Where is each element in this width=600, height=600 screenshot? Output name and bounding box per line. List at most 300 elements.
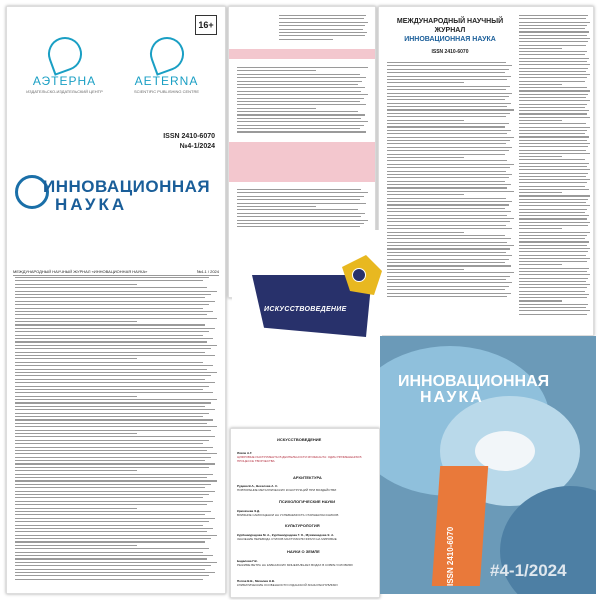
text-line xyxy=(15,406,205,407)
journal-title-line2: ИННОВАЦИОННАЯ НАУКА xyxy=(404,36,496,43)
text-line xyxy=(237,77,366,78)
text-line xyxy=(237,220,368,221)
text-line xyxy=(15,521,209,522)
text-line xyxy=(15,504,207,505)
text-line xyxy=(387,215,507,216)
text-line xyxy=(519,159,585,160)
text-line xyxy=(519,199,588,200)
text-line xyxy=(15,382,215,383)
journal-title-line1: МЕЖДУНАРОДНЫЙ НАУЧНЫЙ ЖУРНАЛ xyxy=(396,18,504,34)
text-line xyxy=(15,287,207,288)
text-line xyxy=(519,110,589,111)
cover-issue-number: #4-1/2024 xyxy=(490,561,567,580)
text-line xyxy=(15,402,211,403)
text-line xyxy=(15,558,207,559)
text-line xyxy=(519,127,590,128)
text-line xyxy=(15,467,209,468)
table-of-contents-page xyxy=(230,428,380,598)
text-line xyxy=(15,460,205,461)
text-line xyxy=(387,150,509,151)
toc-section-heading: НАУКИ О ЗЕМЛЕ xyxy=(287,549,320,554)
text-line xyxy=(15,369,207,370)
text-line xyxy=(519,120,562,121)
text-line xyxy=(519,81,585,82)
text-line xyxy=(237,199,360,200)
text-line xyxy=(387,167,510,168)
decorative-blob xyxy=(475,431,535,471)
text-line xyxy=(519,287,587,288)
journal-cover-photo xyxy=(380,336,596,594)
text-line xyxy=(519,268,589,269)
text-line xyxy=(519,225,588,226)
text-line xyxy=(15,284,137,285)
text-line xyxy=(387,62,506,63)
text-line xyxy=(15,426,217,427)
text-line xyxy=(15,443,203,444)
text-line xyxy=(15,494,209,495)
text-line xyxy=(519,202,586,203)
text-line xyxy=(387,143,506,144)
text-line xyxy=(387,296,507,297)
text-line xyxy=(15,450,207,451)
text-line xyxy=(519,291,585,292)
section-label: ИСКУССТВОВЕДЕНИЕ xyxy=(264,306,347,313)
text-line xyxy=(519,251,588,252)
text-line xyxy=(519,113,587,114)
text-line xyxy=(387,221,510,222)
journal-name-line2: НАУКА xyxy=(55,195,128,214)
toc-entry: Рудева В.А., Веселова А. С. ПОВТОРЕНИЕ МЕТАЛЛИЧЕСКИХ КОНСТРУКЦИЙ ПРИ ВОЗДЕЙСТВИ xyxy=(237,484,337,492)
text-line xyxy=(387,109,514,110)
text-line xyxy=(15,365,213,366)
article-abstract-text xyxy=(237,67,369,135)
editorial-board-list xyxy=(519,15,591,317)
text-line xyxy=(519,38,590,39)
text-line xyxy=(519,179,590,180)
text-line xyxy=(15,541,205,542)
text-line xyxy=(519,255,586,256)
text-line xyxy=(15,348,211,349)
text-line xyxy=(519,209,587,210)
text-line xyxy=(387,174,512,175)
editorial-info-text xyxy=(387,62,515,299)
cover-issue: №4-1/2024 xyxy=(179,143,215,150)
text-line xyxy=(15,352,205,353)
toc-entry: Ляхов А.Г. ЦИФРОВЫЕ ИНСТРУМЕНТЫ В ДЕЯТЕЛЬНОСТИ МУЗЫКАНТА: ОДИН ПРИМЕНЕНИЯ В ПРОЦЕССЕ ТВОРЧЕСТВА xyxy=(237,451,362,463)
text-line xyxy=(387,164,514,165)
text-line xyxy=(519,228,562,229)
text-line xyxy=(387,187,507,188)
text-line xyxy=(15,508,137,509)
film-reel-icon xyxy=(352,268,366,282)
text-line xyxy=(279,25,365,26)
text-line xyxy=(519,215,589,216)
text-line xyxy=(15,389,203,390)
text-line xyxy=(15,497,203,498)
feather-logo-icon xyxy=(43,32,87,76)
text-line xyxy=(519,143,590,144)
text-line xyxy=(387,286,509,287)
toc-section-heading: ИСКУССТВОВЕДЕНИЕ xyxy=(277,437,322,442)
cover-journal-logo: ИННОВАЦИОННАЯ НАУКА xyxy=(398,373,550,406)
text-line xyxy=(237,108,316,109)
text-line xyxy=(519,176,586,177)
text-line xyxy=(15,423,207,424)
text-line xyxy=(519,232,590,233)
text-line xyxy=(519,117,590,118)
toc-entry: Попов В.В., Михалев Н.В. КЛИМАТИЧЕСКИЕ ОСОБЕННОСТИ СУДАНСКОЙ ЗОНЫ РЕСПУБЛИКИ xyxy=(237,579,338,587)
text-line xyxy=(519,173,588,174)
text-line xyxy=(15,413,209,414)
text-line xyxy=(519,241,589,242)
text-line xyxy=(15,548,209,549)
text-line xyxy=(387,65,512,66)
text-line xyxy=(15,474,213,475)
text-line xyxy=(387,130,511,131)
text-line xyxy=(519,28,585,29)
text-line xyxy=(237,125,364,126)
running-header-issue: №4-1 / 2024 xyxy=(196,269,219,274)
toc-entry: Крюкачева Э.Д. ВЛИЯНИЕ САМООЦЕНКИ НА УСПЕВАЕМОСТЬ СТАРШЕКЛАССНИКОВ xyxy=(237,509,339,517)
text-line xyxy=(15,277,209,278)
text-line xyxy=(519,304,588,305)
text-line xyxy=(15,375,211,376)
text-line xyxy=(519,90,590,91)
text-line xyxy=(15,294,211,295)
text-line xyxy=(15,416,203,417)
text-line xyxy=(15,538,211,539)
text-line xyxy=(15,318,217,319)
text-line xyxy=(519,31,589,32)
text-line xyxy=(519,94,588,95)
text-line xyxy=(387,272,514,273)
text-line xyxy=(15,301,215,302)
cover-issn: ISSN 2410-6070 xyxy=(163,133,215,140)
text-line xyxy=(279,18,364,19)
toc-section-heading: КУЛЬТУРОЛОГИЯ xyxy=(285,523,320,528)
text-line xyxy=(279,15,366,16)
text-line xyxy=(15,518,215,519)
text-line xyxy=(237,209,358,210)
text-line xyxy=(15,338,213,339)
text-line xyxy=(387,245,514,246)
text-line xyxy=(15,436,215,437)
text-line xyxy=(237,128,360,129)
text-line xyxy=(15,565,211,566)
text-line xyxy=(519,97,586,98)
text-line xyxy=(519,123,586,124)
text-line xyxy=(519,163,589,164)
cover-vertical-issn: ISSN 2410-6070 xyxy=(446,526,455,586)
text-line xyxy=(237,84,358,85)
text-line xyxy=(519,107,585,108)
text-line xyxy=(519,58,589,59)
text-line xyxy=(237,216,361,217)
text-line xyxy=(387,293,511,294)
text-line xyxy=(15,470,137,471)
text-line xyxy=(519,51,587,52)
text-line xyxy=(15,447,213,448)
text-line xyxy=(519,222,590,223)
text-line xyxy=(387,242,507,243)
text-line xyxy=(237,192,368,193)
text-line xyxy=(387,89,506,90)
text-line xyxy=(387,262,505,263)
text-line xyxy=(15,463,215,464)
text-line xyxy=(519,307,586,308)
text-line xyxy=(279,32,367,33)
text-line xyxy=(519,156,562,157)
text-line xyxy=(519,264,562,265)
text-line xyxy=(519,130,587,131)
text-line xyxy=(387,265,511,266)
text-line xyxy=(387,259,509,260)
text-line xyxy=(519,297,587,298)
text-line xyxy=(519,310,590,311)
text-line xyxy=(387,191,514,192)
text-line xyxy=(519,25,587,26)
text-line xyxy=(519,18,586,19)
text-line xyxy=(15,562,217,563)
text-line xyxy=(15,396,137,397)
text-line xyxy=(15,311,213,312)
text-line xyxy=(279,39,333,40)
text-line xyxy=(15,345,217,346)
text-line xyxy=(519,71,586,72)
text-line xyxy=(15,324,205,325)
text-line xyxy=(387,133,507,134)
text-line xyxy=(387,126,505,127)
text-line xyxy=(15,430,211,431)
text-line xyxy=(519,271,587,272)
text-line xyxy=(237,94,368,95)
text-line xyxy=(387,103,511,104)
text-line xyxy=(519,87,587,88)
text-line xyxy=(519,186,585,187)
text-line xyxy=(237,67,368,68)
journal-title-page xyxy=(378,6,594,336)
text-line xyxy=(387,276,510,277)
text-line xyxy=(519,294,589,295)
toc-section-heading: ПСИХОЛОГИЧЕСКИЕ НАУКИ xyxy=(279,499,336,504)
text-line xyxy=(387,248,510,249)
text-line xyxy=(15,552,203,553)
text-line xyxy=(519,45,586,46)
text-line xyxy=(387,198,506,199)
text-line xyxy=(279,22,368,23)
text-line xyxy=(387,137,514,138)
text-line xyxy=(519,166,587,167)
text-line xyxy=(387,140,510,141)
text-line xyxy=(519,35,587,36)
text-line xyxy=(387,252,506,253)
text-line xyxy=(387,232,464,233)
text-line xyxy=(15,341,207,342)
text-line xyxy=(387,289,505,290)
publisher-logo-en xyxy=(119,37,214,94)
publisher-tagline-en: SCIENTIFIC PUBLISHING CENTRE xyxy=(133,89,200,94)
toc-entry: Бадалова Г.В. РЕЖИМЕ ВЕТРА НА КАВКАЗСКИХ МИНЕРАЛЬНЫХ ВОДАХ В СОВРЕ УСЛОВИЯХ xyxy=(237,559,353,567)
text-line xyxy=(387,225,506,226)
text-line xyxy=(15,291,217,292)
text-line xyxy=(519,150,586,151)
text-line xyxy=(237,81,362,82)
text-line xyxy=(15,525,203,526)
page-running-header xyxy=(13,269,219,276)
text-line xyxy=(519,140,587,141)
text-line xyxy=(279,29,363,30)
text-line xyxy=(387,69,509,70)
text-line xyxy=(15,484,211,485)
text-line xyxy=(15,335,203,336)
text-line xyxy=(519,64,590,65)
text-line xyxy=(387,279,506,280)
text-line xyxy=(387,93,512,94)
text-line xyxy=(237,111,358,112)
text-line xyxy=(15,308,203,309)
text-line xyxy=(15,331,209,332)
text-line xyxy=(519,15,588,16)
text-line xyxy=(519,278,588,279)
text-line xyxy=(15,487,205,488)
text-line xyxy=(387,113,510,114)
age-rating-badge: 16+ xyxy=(195,15,217,35)
text-line xyxy=(387,154,505,155)
text-line xyxy=(519,22,590,23)
text-line xyxy=(15,453,217,454)
text-line xyxy=(237,203,366,204)
text-line xyxy=(519,136,589,137)
text-line xyxy=(237,91,361,92)
text-line xyxy=(15,440,209,441)
running-header-title: МЕЖДУНАРОДНЫЙ НАУЧНЫЙ ЖУРНАЛ «ИННОВАЦИОННАЯ НАУКА» xyxy=(13,269,148,274)
text-line xyxy=(387,120,464,121)
text-line xyxy=(519,182,587,183)
text-line xyxy=(519,41,588,42)
text-line xyxy=(387,116,506,117)
text-line xyxy=(237,101,360,102)
text-line xyxy=(519,245,587,246)
text-line xyxy=(237,131,366,132)
text-line xyxy=(519,238,585,239)
text-line xyxy=(519,61,587,62)
text-line xyxy=(387,171,506,172)
journal-cover-page xyxy=(6,6,226,594)
text-line xyxy=(15,372,217,373)
text-line xyxy=(15,579,203,580)
text-line xyxy=(387,201,512,202)
issn-band xyxy=(432,466,488,586)
text-line xyxy=(237,226,360,227)
text-line xyxy=(15,545,137,546)
text-line xyxy=(519,212,585,213)
text-line xyxy=(15,457,211,458)
text-line xyxy=(15,399,217,400)
text-line xyxy=(387,282,512,283)
text-line xyxy=(15,362,203,363)
text-line xyxy=(519,192,562,193)
publisher-name-en: AETERNA xyxy=(134,74,199,88)
text-line xyxy=(387,228,512,229)
article-header-text xyxy=(279,15,369,42)
text-line xyxy=(15,501,213,502)
text-line xyxy=(387,269,464,270)
text-line xyxy=(387,82,464,83)
text-line xyxy=(387,96,509,97)
text-line xyxy=(519,84,562,85)
text-line xyxy=(519,104,587,105)
text-line xyxy=(519,54,585,55)
text-line xyxy=(387,194,464,195)
text-line xyxy=(519,205,590,206)
text-line xyxy=(387,218,514,219)
text-line xyxy=(15,328,215,329)
text-line xyxy=(387,211,511,212)
text-line xyxy=(519,300,562,301)
text-line xyxy=(15,297,205,298)
text-line xyxy=(237,114,365,115)
text-line xyxy=(519,48,562,49)
text-line xyxy=(519,314,587,315)
article-title-highlight xyxy=(229,49,375,59)
text-line xyxy=(237,121,368,122)
text-line xyxy=(237,70,316,71)
text-line xyxy=(279,35,365,36)
text-line xyxy=(387,204,509,205)
text-line xyxy=(237,87,365,88)
text-line xyxy=(519,235,587,236)
text-line xyxy=(519,77,587,78)
text-line xyxy=(15,477,207,478)
publisher-tagline-ru: ИЗДАТЕЛЬСКО-ИЗДАТЕЛЬСКИЙ ЦЕНТР xyxy=(26,89,103,94)
text-line xyxy=(387,86,510,87)
text-line xyxy=(519,169,590,170)
text-line xyxy=(387,160,507,161)
article-en-title-highlight xyxy=(229,142,375,182)
section-cover-art xyxy=(232,230,382,370)
text-line xyxy=(15,392,213,393)
text-line xyxy=(237,213,365,214)
text-line xyxy=(237,196,364,197)
text-line xyxy=(15,491,215,492)
text-line xyxy=(387,184,511,185)
text-line xyxy=(387,123,509,124)
feather-logo-icon xyxy=(145,32,189,76)
text-line xyxy=(15,386,209,387)
text-line xyxy=(387,208,505,209)
text-line xyxy=(15,569,205,570)
text-line xyxy=(519,248,590,249)
text-line xyxy=(15,321,137,322)
text-line xyxy=(387,79,507,80)
text-line xyxy=(387,99,505,100)
text-line xyxy=(387,157,464,158)
text-line xyxy=(15,535,217,536)
text-line xyxy=(519,284,590,285)
text-line xyxy=(519,281,586,282)
publisher-logo-ru xyxy=(17,37,112,94)
text-line xyxy=(387,238,511,239)
text-line xyxy=(15,280,203,281)
text-line xyxy=(237,223,364,224)
text-line xyxy=(387,177,509,178)
journal-title xyxy=(385,17,515,44)
text-line xyxy=(15,304,209,305)
text-line xyxy=(15,572,215,573)
text-line xyxy=(519,153,590,154)
text-line xyxy=(15,358,137,359)
text-line xyxy=(15,531,207,532)
